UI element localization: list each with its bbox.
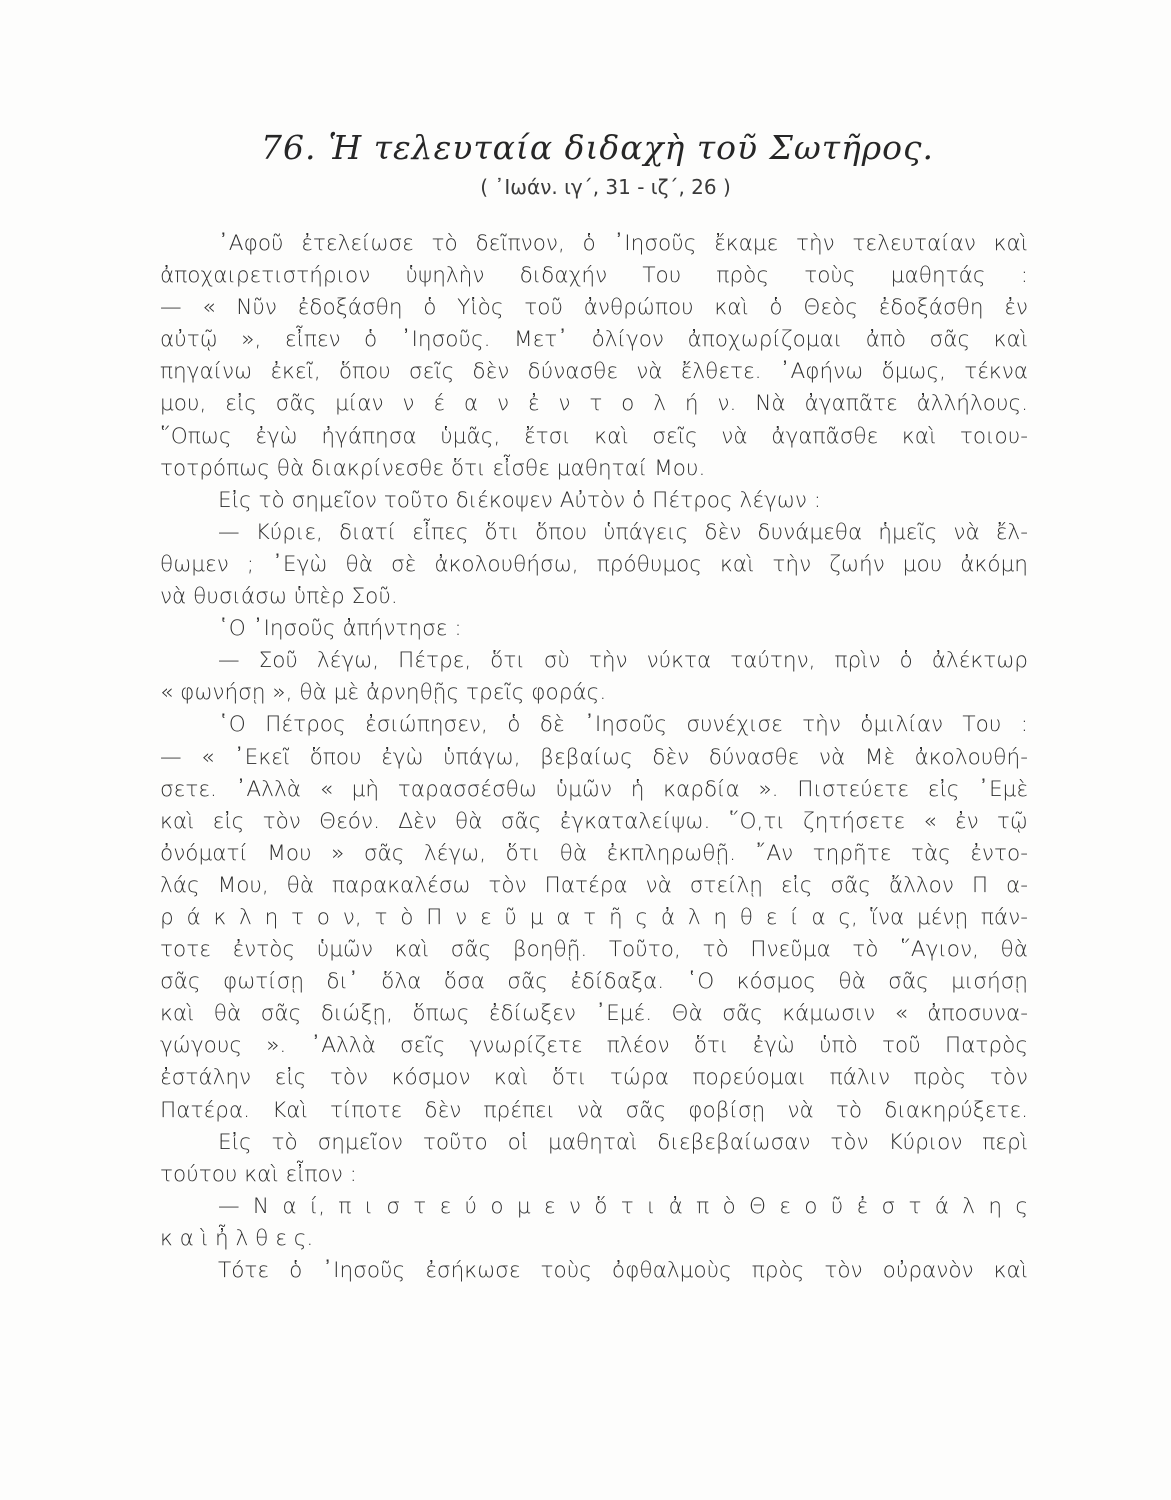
text-line: ῾Ο ᾿Ιησοῦς ἀπήντησε : (218, 616, 462, 642)
text-line: θωμεν ; ᾿Εγὼ θὰ σὲ ἀκολουθήσω, πρόθυμος καὶ τὴν ζωήν μου ἀκόμη (160, 551, 1028, 577)
text-line: ὀνόματί Μου » σᾶς λέγω, ὅτι θὰ ἐκπληρωθῇ. ῎Αν τηρῆτε τὰς ἐντο- (160, 840, 1028, 866)
scripture-reference: ( ᾿Ιωάν. ιγ΄, 31 - ιζ΄, 26 ) (480, 175, 731, 199)
text-line: πηγαίνω ἐκεῖ, ὅπου σεῖς δὲν δύνασθε νὰ ἔλθετε. ᾿Αφήνω ὅμως, τέκνα (160, 359, 1028, 385)
text-line: αὐτῷ », εἶπεν ὁ ᾿Ιησοῦς. Μετ᾿ ὀλίγον ἀποχωρίζομαι ἀπὸ σᾶς καὶ (160, 327, 1028, 353)
text-line: ῞Οπως ἐγὼ ἠγάπησα ὑμᾶς, ἔτσι καὶ σεῖς νὰ ἀγαπᾶσθε καὶ τοιου- (160, 423, 1028, 449)
section-number: 76. (260, 128, 317, 167)
text-line: ρ ά κ λ η τ ο ν, τ ὸ Π ν ε ῦ μ α τ ῆ ς ἀ λ η θ ε ί α ς, ἵνα μένῃ πάν- (160, 904, 1028, 930)
text-line: ἐστάλην εἰς τὸν κόσμον καὶ ὅτι τώρα πορεύομαι πάλιν πρὸς τὸν (160, 1065, 1028, 1091)
body-text (160, 228, 1028, 1287)
text-line: τοτε ἐντὸς ὑμῶν καὶ σᾶς βοηθῇ. Τοῦτο, τὸ Πνεῦμα τὸ ῞Αγιον, θὰ (160, 937, 1028, 963)
text-line: Πατέρα. Καὶ τίποτε δὲν πρέπει νὰ σᾶς φοβίσῃ νὰ τὸ διακηρύξετε. (160, 1097, 1028, 1123)
text-line: τούτου καὶ εἶπον : (160, 1161, 357, 1187)
section-header (0, 128, 1171, 202)
text-line: καὶ εἰς τὸν Θεόν. Δὲν θὰ σᾶς ἐγκαταλείψω. ῞Ο,τι ζητήσετε « ἐν τῷ (160, 808, 1028, 834)
section-title (0, 128, 1171, 168)
text-line: Τότε ὁ ᾿Ιησοῦς ἐσήκωσε τοὺς ὀφθαλμοὺς πρὸς τὸν οὐρανὸν καὶ (218, 1258, 1028, 1283)
text-line: λάς Μου, θὰ παρακαλέσω τὸν Πατέρα νὰ στείλῃ εἰς σᾶς ἄλλον Π α- (160, 872, 1028, 898)
text-line: σᾶς φωτίσῃ δι᾿ ὅλα ὅσα σᾶς ἐδίδαξα. ῾Ο κόσμος θὰ σᾶς μισήσῃ (160, 969, 1028, 995)
text-line: — Ν α ί, π ι σ τ ε ύ ο μ ε ν ὅ τ ι ἀ π ὸ Θ ε ο ῦ ἐ σ τ ά λ η ς (218, 1193, 1028, 1219)
text-line: μου, εἰς σᾶς μίαν ν έ α ν ἐ ν τ ο λ ή ν. Νὰ ἀγαπᾶτε ἀλλήλους. (160, 391, 1028, 417)
text-line: « φωνήσῃ », θὰ μὲ ἀρνηθῇς τρεῖς φοράς. (160, 680, 607, 706)
text-line: νὰ θυσιάσω ὑπὲρ Σοῦ. (160, 584, 398, 610)
section-title-text: Ἡ τελευταία διδαχὴ τοῦ Σωτῆρος. (328, 128, 935, 167)
text-line: καὶ θὰ σᾶς διώξῃ, ὅπως ἐδίωξεν ᾿Εμέ. Θὰ σᾶς κάμωσιν « ἀποσυνα- (160, 1001, 1028, 1027)
text-line: ᾿Αφοῦ ἐτελείωσε τὸ δεῖπνον, ὁ ᾿Ιησοῦς ἔκαμε τὴν τελευταίαν καὶ (218, 231, 1028, 256)
text-line: ἀποχαιρετιστήριον ὑψηλὴν διδαχήν Του πρὸς τοὺς μαθητάς : (160, 263, 1028, 289)
text-line: σετε. ᾿Αλλὰ « μὴ ταρασσέσθω ὑμῶν ἡ καρδία ». Πιστεύετε εἰς ᾿Εμὲ (160, 776, 1028, 802)
text-line: τοτρόπως θὰ διακρίνεσθε ὅτι εἶσθε μαθηταί Μου. (160, 455, 706, 481)
text-line: ῾Ο Πέτρος ἐσιώπησεν, ὁ δὲ ᾿Ιησοῦς συνέχισε τὴν ὁμιλίαν Του : (218, 712, 1028, 738)
text-line: γώγους ». ᾿Αλλὰ σεῖς γνωρίζετε πλέον ὅτι ἐγὼ ὑπὸ τοῦ Πατρὸς (160, 1033, 1028, 1059)
text-line: — « Νῦν ἐδοξάσθη ὁ Υἱὸς τοῦ ἀνθρώπου καὶ ὁ Θεὸς ἐδοξάσθη ἐν (160, 295, 1028, 321)
text-line: Εἰς τὸ σημεῖον τοῦτο οἱ μαθηταὶ διεβεβαίωσαν τὸν Κύριον περὶ (218, 1129, 1028, 1155)
text-line: — Σοῦ λέγω, Πέτρε, ὅτι σὺ τὴν νύκτα ταύτην, πρὶν ὁ ἀλέκτωρ (218, 648, 1028, 674)
text-line: — « ᾿Εκεῖ ὅπου ἐγὼ ὑπάγω, βεβαίως δὲν δύνασθε νὰ Μὲ ἀκολουθή- (160, 744, 1028, 770)
text-line: — Κύριε, διατί εἶπες ὅτι ὅπου ὑπάγεις δὲν δυνάμεθα ἡμεῖς νὰ ἔλ- (218, 519, 1028, 545)
text-line: Εἰς τὸ σημεῖον τοῦτο διέκοψεν Αὐτὸν ὁ Πέτρος λέγων : (218, 487, 822, 513)
text-line: κ α ὶ ἦ λ θ ε ς. (160, 1225, 314, 1251)
